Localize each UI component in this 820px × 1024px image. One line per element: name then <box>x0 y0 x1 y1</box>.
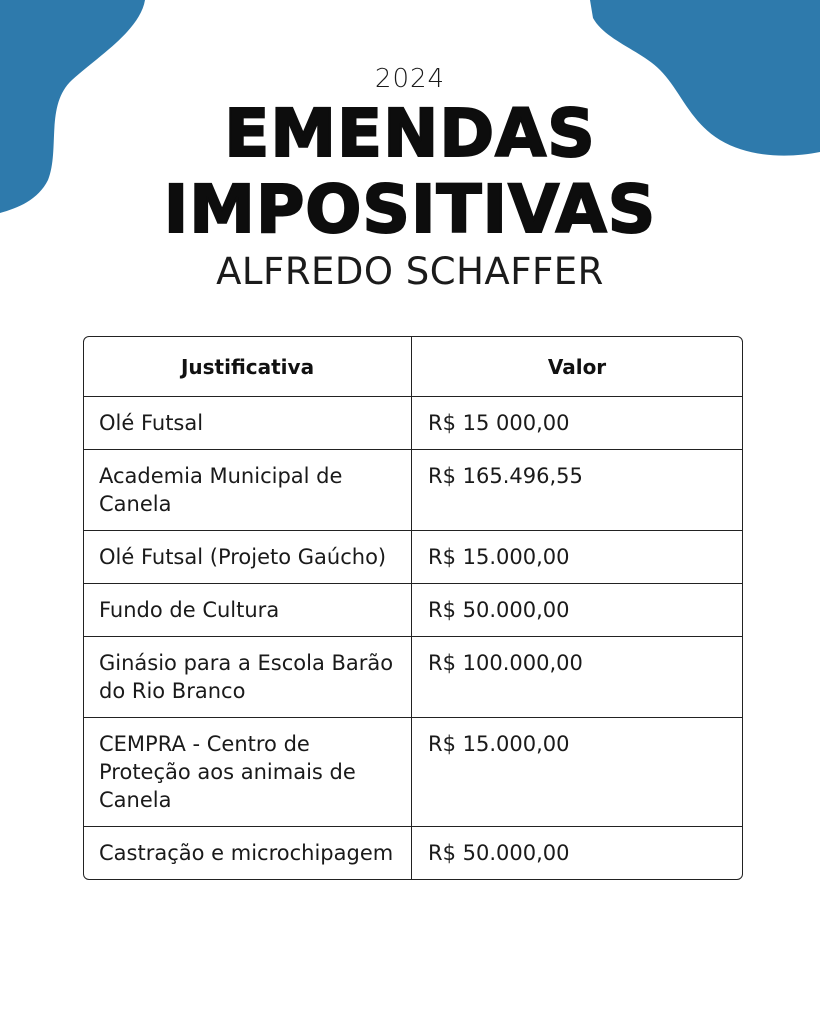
cell-valor: R$ 15 000,00 <box>412 397 742 450</box>
table-row <box>84 397 742 450</box>
table-row <box>84 584 742 637</box>
cell-valor: R$ 50.000,00 <box>428 841 570 865</box>
year-label: 2024 <box>374 64 446 94</box>
table-row <box>84 637 742 718</box>
cell-valor: R$ 165.496,55 <box>412 450 742 531</box>
cell-valor: R$ 15.000,00 <box>412 718 742 827</box>
amendments-table-container <box>83 336 741 880</box>
cell-valor: R$ 100.000,00 <box>412 637 742 718</box>
cell-valor: R$ 50.000,00 <box>412 584 742 637</box>
cell-justificativa: Olé Futsal (Projeto Gaúcho) <box>84 531 412 584</box>
table-row <box>84 531 742 584</box>
cell-justificativa: Olé Futsal <box>84 397 412 450</box>
table-row <box>84 718 742 827</box>
title-line-2: IMPOSITIVAS <box>163 171 657 248</box>
table-row <box>84 450 742 531</box>
title-line-1: EMENDAS <box>224 95 596 172</box>
table-row <box>84 827 742 879</box>
cell-justificativa: Castração e microchipagem <box>84 827 412 879</box>
column-header-justificativa: Justificativa <box>84 337 412 397</box>
column-header-valor: Valor <box>412 337 742 397</box>
cell-justificativa: Academia Municipal de Canela <box>84 450 412 531</box>
cell-justificativa: CEMPRA - Centro de Proteção aos animais de Canela <box>84 718 412 827</box>
author-name: ALFREDO SCHAFFER <box>216 250 604 293</box>
amendments-table <box>83 336 743 880</box>
cell-justificativa: Ginásio para a Escola Barão do Rio Branco <box>84 637 412 718</box>
cell-justificativa: Fundo de Cultura <box>84 584 412 637</box>
cell-valor: R$ 15.000,00 <box>412 531 742 584</box>
header <box>0 62 820 296</box>
table-header-row <box>84 337 742 397</box>
